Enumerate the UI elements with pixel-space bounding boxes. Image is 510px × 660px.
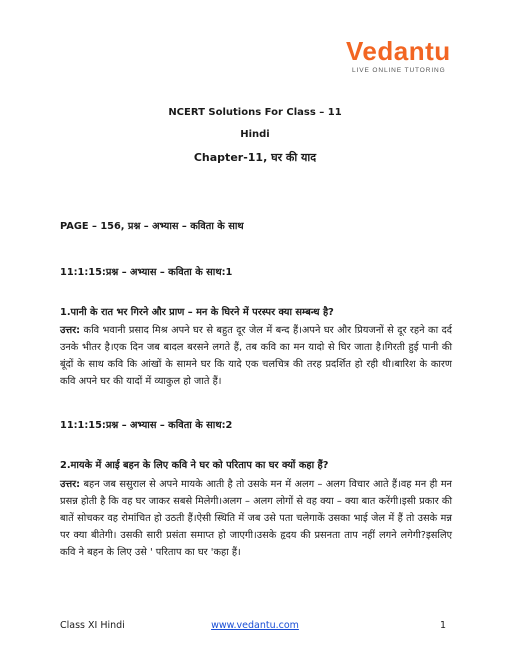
document-title: NCERT Solutions For Class – 11 <box>168 107 342 118</box>
logo-tagline: LIVE ONLINE TUTORING <box>352 67 446 74</box>
answer-2-label: उत्तर: <box>60 479 81 490</box>
answer-2-text: बहन जब ससुराल से अपने मायके आती है तो उसके मन में अलग – अलग विचार आते हैं।वह मन ही मन प्रसन्न होती है कि वह घर जाकर सबसे मिलेगी।अलग – अलग लोगों से वह क्या – क्या बात करेंगी।इसी प्रकार की बातें सोचकर वह रोमांचित हो उठती हैं।ऐसी स्थिति में जब उसे पता चलेगाकें उसका भाई जेल में हैं तो उसके मन्न पर क्या बीतेगी। उसकी सारी प्रसंता समाप्त हो जाएगी।उसके हृदय की प्रसनता ताप नहीं लगने लगेगी?इसलिए कवि ने बहन के लिए उसे ' परिताप का घर 'कहा हैं। <box>60 479 453 558</box>
answer-2 <box>60 476 452 561</box>
chapter-title: Chapter-11, घर की याद <box>193 151 317 164</box>
answer-1 <box>60 322 452 390</box>
question-2-reference: 11:1:15:प्रश्न – अभ्यास – कविता के साथ:2 <box>60 420 233 431</box>
footer-website-link[interactable]: www.vedantu.com <box>211 620 299 631</box>
question-1: 1.पानी के रात भर गिरने और प्राण – मन के घिरने में परस्पर क्या सम्बन्ध है? <box>60 307 334 318</box>
document-subject: Hindi <box>240 129 270 140</box>
page-heading: PAGE – 156, प्रश्न – अभ्यास – कविता के साथ <box>60 221 244 232</box>
logo-wordmark: Vedantu <box>346 36 451 66</box>
question-2: 2.मायके में आई बहन के लिए कवि ने घर को परिताप का घर क्यों कहा हैं? <box>60 460 329 471</box>
answer-1-label: उत्तर: <box>60 325 81 336</box>
question-1-reference: 11:1:15:प्रश्न – अभ्यास – कविता के साथ:1 <box>60 267 233 278</box>
footer-link-wrap <box>0 620 510 631</box>
page-number: 1 <box>440 620 447 631</box>
vedantu-logo <box>346 38 466 74</box>
answer-1-text: कवि भवानी प्रसाद मिश्र अपने घर से बहुत दूर जेल में बन्द हैं।अपने घर और प्रियजनों से दूर रहने का दर्द उनके भीतर है।एक दिन जब बादल बरसने लगते हैं, तब कवि का मन यादो से घिर जाता है।गिरती हुई पानी की बूंदों के साथ कवि कि आंखों के सामने घर कि यादे एक चलचित्र की तरह प्रदर्शित हो रही थी।बारिश के कारण कवि अपने घर की यादों में व्याकुल हो जाते हैं। <box>60 325 452 387</box>
footer-class-label: Class XI Hindi <box>60 620 125 631</box>
